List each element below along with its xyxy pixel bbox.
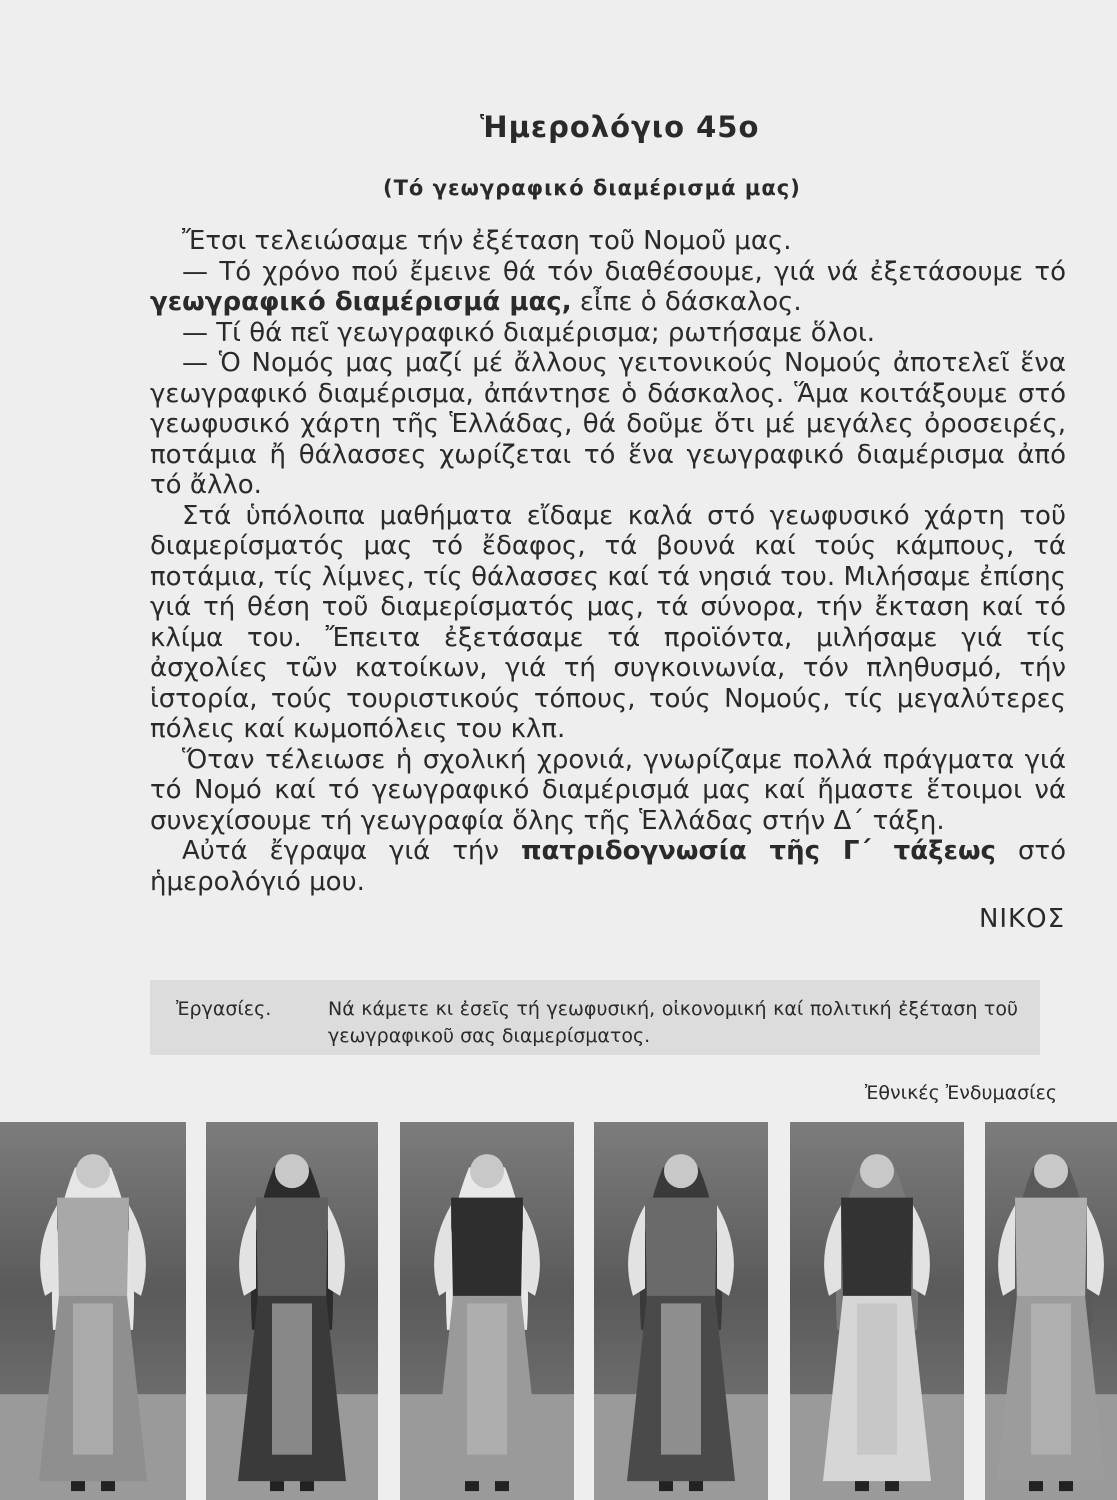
- costume-photo-3: [400, 1122, 574, 1500]
- tasks-box: [150, 980, 1040, 1055]
- left-sleeve: [824, 1205, 841, 1296]
- right-shoe: [101, 1481, 115, 1491]
- right-sleeve: [129, 1205, 146, 1296]
- paragraph-2: [150, 257, 1066, 318]
- costumes-caption: Ἐθνικές Ἐνδυμασίες: [864, 1082, 1057, 1104]
- face: [664, 1154, 698, 1188]
- left-shoe: [465, 1481, 479, 1491]
- paragraph-5: Στά ὑπόλοιπα μαθήματα εἴδαμε καλά στό γεωφυσικό χάρτη τοῦ διαμερίσματός μας τό ἔδαφος, τά βουνά καί τούς κάμπους, τά ποτάμια, τίς λίμνες, τίς θάλασσες καί τά νησιά του. Μιλήσαμε ἐπίσης γιά τή θέση τοῦ διαμερίσματός μας, τά σύνορα, τήν ἔκταση καί τό κλίμα του. Ἔπειτα ἐξετάσαμε τά προϊόντα, μιλήσαμε γιά τίς ἀσχολίες τῶν κατοίκων, γιά τή συγκοινωνία, τόν πληθυσμό, τήν ἱστορία, τούς τουριστικούς τόπους, τούς Νομούς, τίς μεγαλύτερες πόλεις καί κωμοπόλεις του κλπ.: [150, 500, 1066, 744]
- tasks-label: Ἐργασίες.: [176, 998, 272, 1020]
- costume-photo-5: [790, 1122, 964, 1500]
- paragraph-6: Ὅταν τέλειωσε ἡ σχολική χρονιά, γνωρίζαμε πολλά πράγματα γιά τό Νομό καί τό γεωγραφικό διαμέρισμά μας καί ἤμαστε ἕτοιμοι νά συνεχίσουμε τή γεωγραφία ὅλης τῆς Ἑλλάδας στήν Δ΄ τάξη.: [150, 744, 1066, 836]
- costume-photo-4: [594, 1122, 768, 1500]
- face: [1034, 1154, 1068, 1188]
- signature: ΝΙΚΟΣ: [978, 904, 1065, 934]
- vest: [1015, 1198, 1087, 1304]
- costume-figure-5: [790, 1122, 964, 1500]
- left-sleeve: [239, 1205, 256, 1296]
- costume-photo-6: [985, 1122, 1117, 1500]
- paragraph-1: Ἔτσι τελειώσαμε τήν ἐξέταση τοῦ Νομοῦ μας.: [182, 226, 792, 256]
- right-sleeve: [717, 1205, 734, 1296]
- face: [76, 1154, 110, 1188]
- tasks-text: Νά κάμετε κι ἐσεῖς τή γεωφυσική, οἰκονομική καί πολιτική ἐξέταση τοῦ γεωγραφικοῦ σας διαμερίσματος.: [328, 998, 1018, 1047]
- paragraph-7-end: στό ἡμερολόγιό μου.: [150, 836, 1066, 897]
- left-sleeve: [628, 1205, 645, 1296]
- left-shoe: [1029, 1481, 1043, 1491]
- left-shoe: [855, 1481, 869, 1491]
- apron: [661, 1303, 701, 1454]
- paragraph-7: [150, 836, 1066, 897]
- costume-figure-2: [206, 1122, 378, 1500]
- paragraph-7-start: Αὐτά ἔγραψα γιά τήν: [182, 836, 521, 866]
- diary-body: [150, 226, 1066, 897]
- apron: [1031, 1303, 1071, 1454]
- vest: [451, 1198, 523, 1304]
- costume-photo-2: [206, 1122, 378, 1500]
- face: [275, 1154, 309, 1188]
- paragraph-4: — Ὁ Νομός μας μαζί μέ ἄλλους γειτονικούς Νομούς ἀποτελεῖ ἕνα γεωγραφικό διαμέρισμα, ἀπάντησε ὁ δάσκαλος. Ἅμα κοιτάξουμε στό γεωφυσικό χάρτη τῆς Ἑλλάδας, θά δοῦμε ὅτι μέ μεγάλες ὀροσειρές, ποτάμια ἤ θάλασσες χωρίζεται τό ἕνα γεωγραφικό διαμέρισμα ἀπό τό ἄλλο.: [150, 348, 1066, 500]
- costume-photo-1: [0, 1122, 186, 1500]
- right-shoe: [1059, 1481, 1073, 1491]
- left-shoe: [270, 1481, 284, 1491]
- left-sleeve: [40, 1205, 57, 1296]
- right-shoe: [689, 1481, 703, 1491]
- left-sleeve: [998, 1205, 1015, 1296]
- paragraph-2-start: — Τό χρόνο πού ἔμεινε θά τόν διαθέσουμε, γιά νά ἐξετάσουμε τό: [182, 256, 1066, 287]
- page-title: Ἡμερολόγιο 45ο: [480, 110, 760, 144]
- right-sleeve: [913, 1205, 930, 1296]
- left-shoe: [71, 1481, 85, 1491]
- right-shoe: [300, 1481, 314, 1491]
- right-shoe: [495, 1481, 509, 1491]
- costume-figure-1: [0, 1122, 186, 1500]
- paragraph-2-bold: γεωγραφικό διαμέρισμά μας,: [150, 287, 572, 317]
- vest: [256, 1198, 328, 1304]
- right-sleeve: [1087, 1205, 1104, 1296]
- costume-figure-4: [594, 1122, 768, 1500]
- right-shoe: [885, 1481, 899, 1491]
- paragraph-7-bold: πατριδογνωσία τῆς Γ΄ τάξεως: [520, 836, 996, 866]
- apron: [467, 1303, 507, 1454]
- face: [470, 1154, 504, 1188]
- apron: [272, 1303, 312, 1454]
- apron: [857, 1303, 897, 1454]
- face: [860, 1154, 894, 1188]
- paragraph-2-end: εἶπε ὁ δάσκαλος.: [571, 287, 802, 317]
- apron: [73, 1303, 113, 1454]
- left-shoe: [659, 1481, 673, 1491]
- page-subtitle: (Τό γεωγραφικό διαμέρισμά μας): [383, 176, 801, 200]
- vest: [645, 1198, 717, 1304]
- vest: [57, 1198, 129, 1304]
- vest: [841, 1198, 913, 1304]
- costume-figure-3: [400, 1122, 574, 1500]
- left-sleeve: [434, 1205, 451, 1296]
- right-sleeve: [523, 1205, 540, 1296]
- costume-figure-6: [985, 1122, 1117, 1500]
- paragraph-3: — Τί θά πεῖ γεωγραφικό διαμέρισμα; ρωτήσαμε ὅλοι.: [182, 317, 876, 348]
- right-sleeve: [328, 1205, 345, 1296]
